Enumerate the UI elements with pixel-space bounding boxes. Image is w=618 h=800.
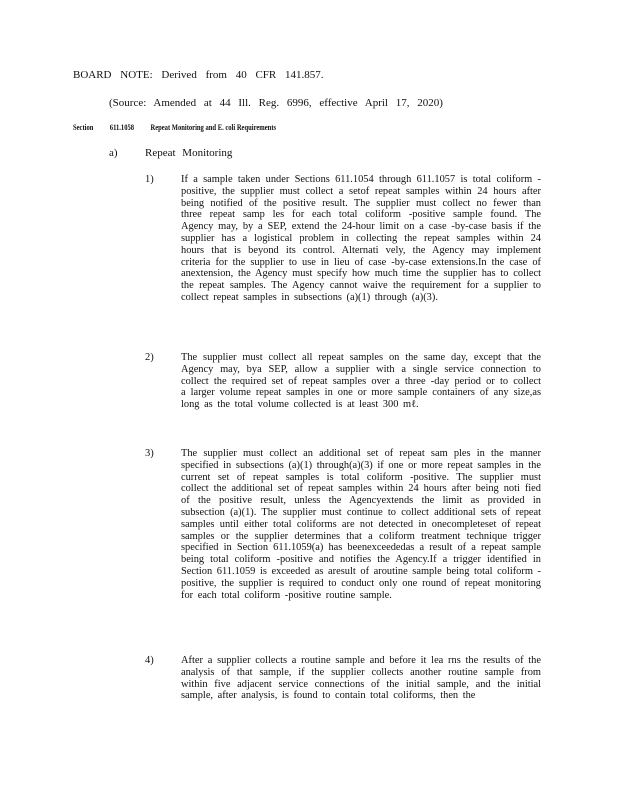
item-number: 3) <box>145 448 154 459</box>
section-label: Section <box>73 123 94 132</box>
section-title: Repeat Monitoring and E. coli Requirements <box>150 123 277 132</box>
item-paragraph: The supplier must collect all repeat samples on the same day, except that the Agency may, bya SEP, allow a supplier with a single service connection to collect the required set of repeat samples over a three -day period or to collect a larger volume repeat samples in one or more sample containers of any size,as long as the total volume collected is at least 300 mℓ. <box>181 352 541 411</box>
board-note: BOARD NOTE: Derived from 40 CFR 141.857. <box>73 69 324 81</box>
subsection-title: Repeat Monitoring <box>145 147 233 159</box>
item-number: 2) <box>145 352 154 363</box>
item-paragraph: The supplier must collect an additional set of repeat sam ples in the manner specified in subsections (a)(1) through(a)(3) if one or more repeat samples in the current set of repeat samples is total coliform -positive. The supplier must collect the additional set of repeat samples within 24 hours after being noti fied of the positive result, unless the Agencyextends the limit as provided in subsection (a)(1). The supplier must continue to collect additional sets of repeat samples until either total coliforms are not detected in onecompleteset of repeat samples or the supplier determines that a coliform treatment technique trigger specified in Section 611.1059(a) has beenexceededas a result of a repeat sample being total coliform -positive and notifies the Agency.If a trigger identified in Section 611.1059 is exceeded as aresult of aroutine sample being total coliform -positive, the supplier is required to conduct only one round of repeat monitoring for each total coliform -positive routine sample. <box>181 448 541 601</box>
item-number: 4) <box>145 655 154 666</box>
item-paragraph: After a supplier collects a routine sample and before it lea rns the results of the analysis of that sample, if the supplier collects another routine sample from within five adjacent service connections of the initial sample, and the initial sample, after analysis, is found to contain total coliforms, then the <box>181 655 541 702</box>
source-note: (Source: Amended at 44 Ill. Reg. 6996, effective April 17, 2020) <box>109 97 443 109</box>
section-heading <box>73 123 291 132</box>
section-number: 611.1058 <box>109 123 135 132</box>
item-paragraph: If a sample taken under Sections 611.1054 through 611.1057 is total coliform -positive, the supplier must collect a setof repeat samples within 24 hours after being notified of the positive result. The supplier must collect no fewer than three repeat samp les for each total coliform -positive sample found. The Agency may, by a SEP, extend the 24-hour limit on a case -by-case basis if the supplier has a logistical problem in collecting the repeat samples within 24 hours that is beyond its control. Alternati vely, the Agency may implement criteria for the supplier to use in lieu of case -by-case extensions.In the case of anextension, the Agency must specify how much time the supplier has to collect the repeat samples. The Agency cannot waive the requirement for a supplier to collect repeat samples in subsections (a)(1) through (a)(3). <box>181 174 541 303</box>
subsection-label: a) <box>109 147 118 159</box>
item-number: 1) <box>145 174 154 185</box>
